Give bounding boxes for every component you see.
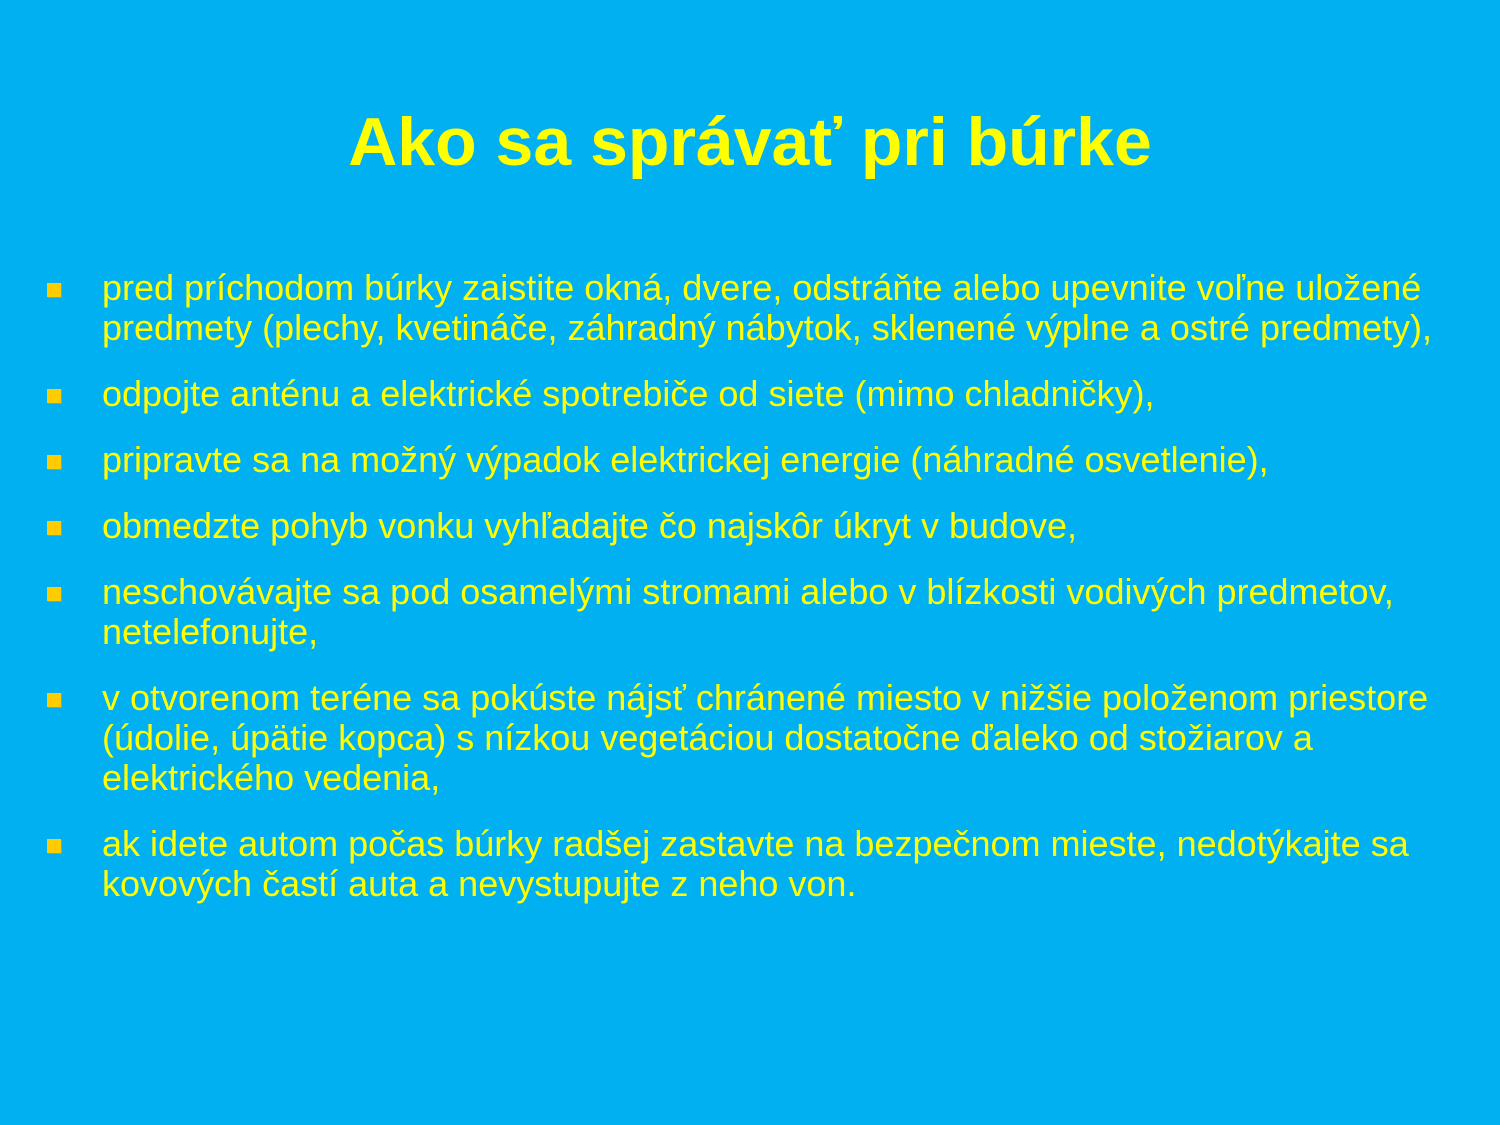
list-item bbox=[44, 268, 1484, 348]
bullet-text: pred príchodom búrky zaistite okná, dvere, odstráňte alebo upevnite voľne uložené predmety (plechy, kvetináče, záhradný nábytok, sklenené výplne a ostré predmety), bbox=[102, 267, 1433, 348]
bullet-list bbox=[44, 268, 1484, 930]
list-item bbox=[44, 440, 1484, 480]
list-item bbox=[44, 824, 1484, 904]
square-bullet-icon bbox=[47, 283, 61, 297]
square-bullet-icon bbox=[47, 521, 61, 535]
list-item bbox=[44, 506, 1484, 546]
square-bullet-icon bbox=[47, 455, 61, 469]
square-bullet-icon bbox=[47, 587, 61, 601]
square-bullet-icon bbox=[47, 693, 61, 707]
square-bullet-icon bbox=[47, 389, 61, 403]
bullet-text: v otvorenom teréne sa pokúste nájsť chránené miesto v nižšie položenom priestore (údolie, úpätie kopca) s nízkou vegetáciou dostatočne ďaleko od stožiarov a elektrického vedenia, bbox=[102, 677, 1429, 798]
bullet-text: ak idete autom počas búrky radšej zastavte na bezpečnom mieste, nedotýkajte sa kovových častí auta a nevystupujte z neho von. bbox=[102, 823, 1409, 904]
list-item bbox=[44, 374, 1484, 414]
list-item bbox=[44, 572, 1484, 652]
bullet-text: obmedzte pohyb vonku vyhľadajte čo najskôr úkryt v budove, bbox=[102, 505, 1078, 546]
bullet-text: pripravte sa na možný výpadok elektrickej energie (náhradné osvetlenie), bbox=[102, 439, 1269, 480]
bullet-text: odpojte anténu a elektrické spotrebiče od siete (mimo chladničky), bbox=[102, 373, 1155, 414]
bullet-text: neschovávajte sa pod osamelými stromami alebo v blízkosti vodivých predmetov, netelefonujte, bbox=[102, 571, 1394, 652]
list-item bbox=[44, 678, 1484, 798]
slide-title: Ako sa správať pri búrke bbox=[348, 104, 1152, 180]
square-bullet-icon bbox=[47, 839, 61, 853]
